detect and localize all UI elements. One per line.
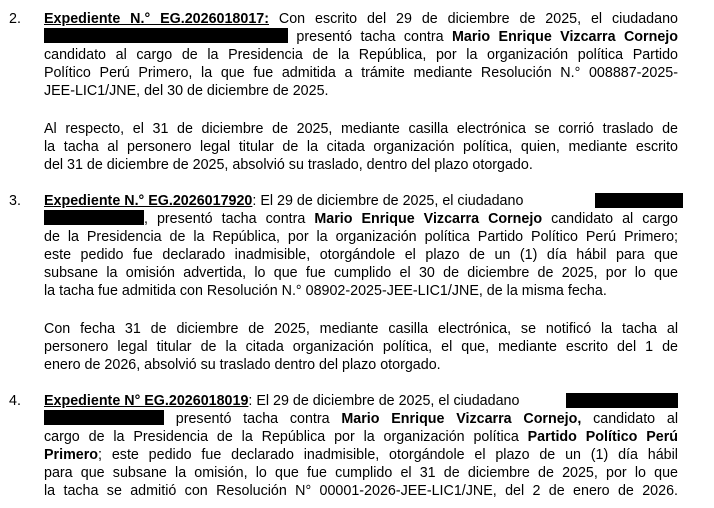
- paragraph-text: : El 29 de diciembre de 2025, el ciudadano: [248, 393, 520, 409]
- paragraph-line: [44, 28, 678, 46]
- paragraph-line: Con fecha 31 de diciembre de 2025, mediante casilla electrónica, se notificó la tacha al: [44, 321, 678, 337]
- paragraph-line: del 31 de diciembre de 2025, absolvió su traslado, dentro del plazo otorgado.: [44, 157, 533, 173]
- paragraph-text: candidato al cargo: [542, 211, 678, 227]
- redaction-block: [44, 28, 288, 43]
- paragraph-line: [44, 210, 678, 228]
- paragraph-text: cargo de la Presidencia de la República por la organización política: [44, 429, 528, 445]
- paragraph-line: JEE-LIC1/JNE, del 30 de diciembre de 2025.: [44, 83, 329, 99]
- paragraph-text: : El 29 de diciembre de 2025, el ciudadano: [252, 193, 524, 209]
- paragraph-line: enero de 2026, absolvió su traslado dentro del plazo otorgado.: [44, 357, 441, 373]
- paragraph-line: este pedido fue declarado inadmisible, otorgándole el plazo de un (1) día hábil para que: [44, 247, 678, 263]
- party-name: Primero: [44, 447, 99, 463]
- paragraph-line: la tacha fue admitida con Resolución N.° 08902-2025-JEE-LIC1/JNE, de la misma fecha.: [44, 283, 607, 299]
- paragraph-line: [44, 428, 678, 446]
- candidate-name: Mario Enrique Vizcarra Cornejo: [314, 211, 543, 227]
- paragraph-line: [44, 10, 678, 28]
- paragraph-text: candidato al: [581, 411, 678, 427]
- expediente-heading: Expediente N° EG.2026018019: [44, 393, 249, 409]
- candidate-name: Mario Enrique Vizcarra Cornejo,: [341, 411, 582, 427]
- paragraph-line: para que subsane la omisión, lo que fue cumplido el 31 de diciembre de 2025, por lo que: [44, 465, 678, 481]
- paragraph-line: subsane la omisión advertida, lo que fue cumplido el 30 de diciembre de 2025, por lo que: [44, 265, 678, 281]
- paragraph-line: [44, 192, 678, 210]
- expediente-heading: Expediente N.° EG.2026018017:: [44, 11, 269, 27]
- paragraph-line: de la Presidencia de la República, por la organización política Partido Político Perú Primero;: [44, 229, 678, 245]
- party-name: Partido Político Perú: [527, 429, 679, 445]
- paragraph-text: Con escrito del 29 de diciembre de 2025, el ciudadano: [269, 11, 678, 27]
- paragraph-text: ; este pedido fue declarado inadmisible, otorgándole el plazo de un (1) día hábil: [98, 447, 678, 463]
- item-number: 3.: [9, 193, 21, 209]
- redaction-block: [595, 193, 683, 208]
- redaction-block: [44, 210, 144, 225]
- paragraph-text: presentó tacha contra: [288, 29, 452, 45]
- paragraph-text: , presentó tacha contra: [144, 211, 315, 227]
- paragraph-line: candidato al cargo de la Presidencia de la República, por la organización política Partido: [44, 47, 678, 63]
- paragraph-line: la tacha se admitió con Resolución N° 00001-2026-JEE-LIC1/JNE, del 2 de enero de 2026.: [44, 483, 678, 499]
- paragraph-text: presentó tacha contra: [164, 411, 342, 427]
- paragraph-line: la tacha al personero legal titular de la citada organización política, quien, mediante escrito: [44, 139, 678, 155]
- paragraph-line: Político Perú Primero, la que fue admitida a trámite mediante Resolución N.° 008887-2025-: [44, 65, 678, 81]
- paragraph-line: [44, 446, 678, 464]
- paragraph-line: personero legal titular de la citada organización política, el que, mediante escrito del 1 de: [44, 339, 678, 355]
- paragraph-line: Al respecto, el 31 de diciembre de 2025, mediante casilla electrónica se corrió traslado de: [44, 121, 678, 137]
- redaction-block: [44, 410, 164, 425]
- item-number: 4.: [9, 393, 21, 409]
- paragraph-line: [44, 410, 678, 428]
- expediente-heading: Expediente N.° EG.2026017920: [44, 193, 253, 209]
- item-number: 2.: [9, 11, 21, 27]
- candidate-name: Mario Enrique Vizcarra Cornejo: [452, 29, 678, 45]
- paragraph-line: [44, 392, 678, 410]
- redaction-block: [566, 393, 678, 408]
